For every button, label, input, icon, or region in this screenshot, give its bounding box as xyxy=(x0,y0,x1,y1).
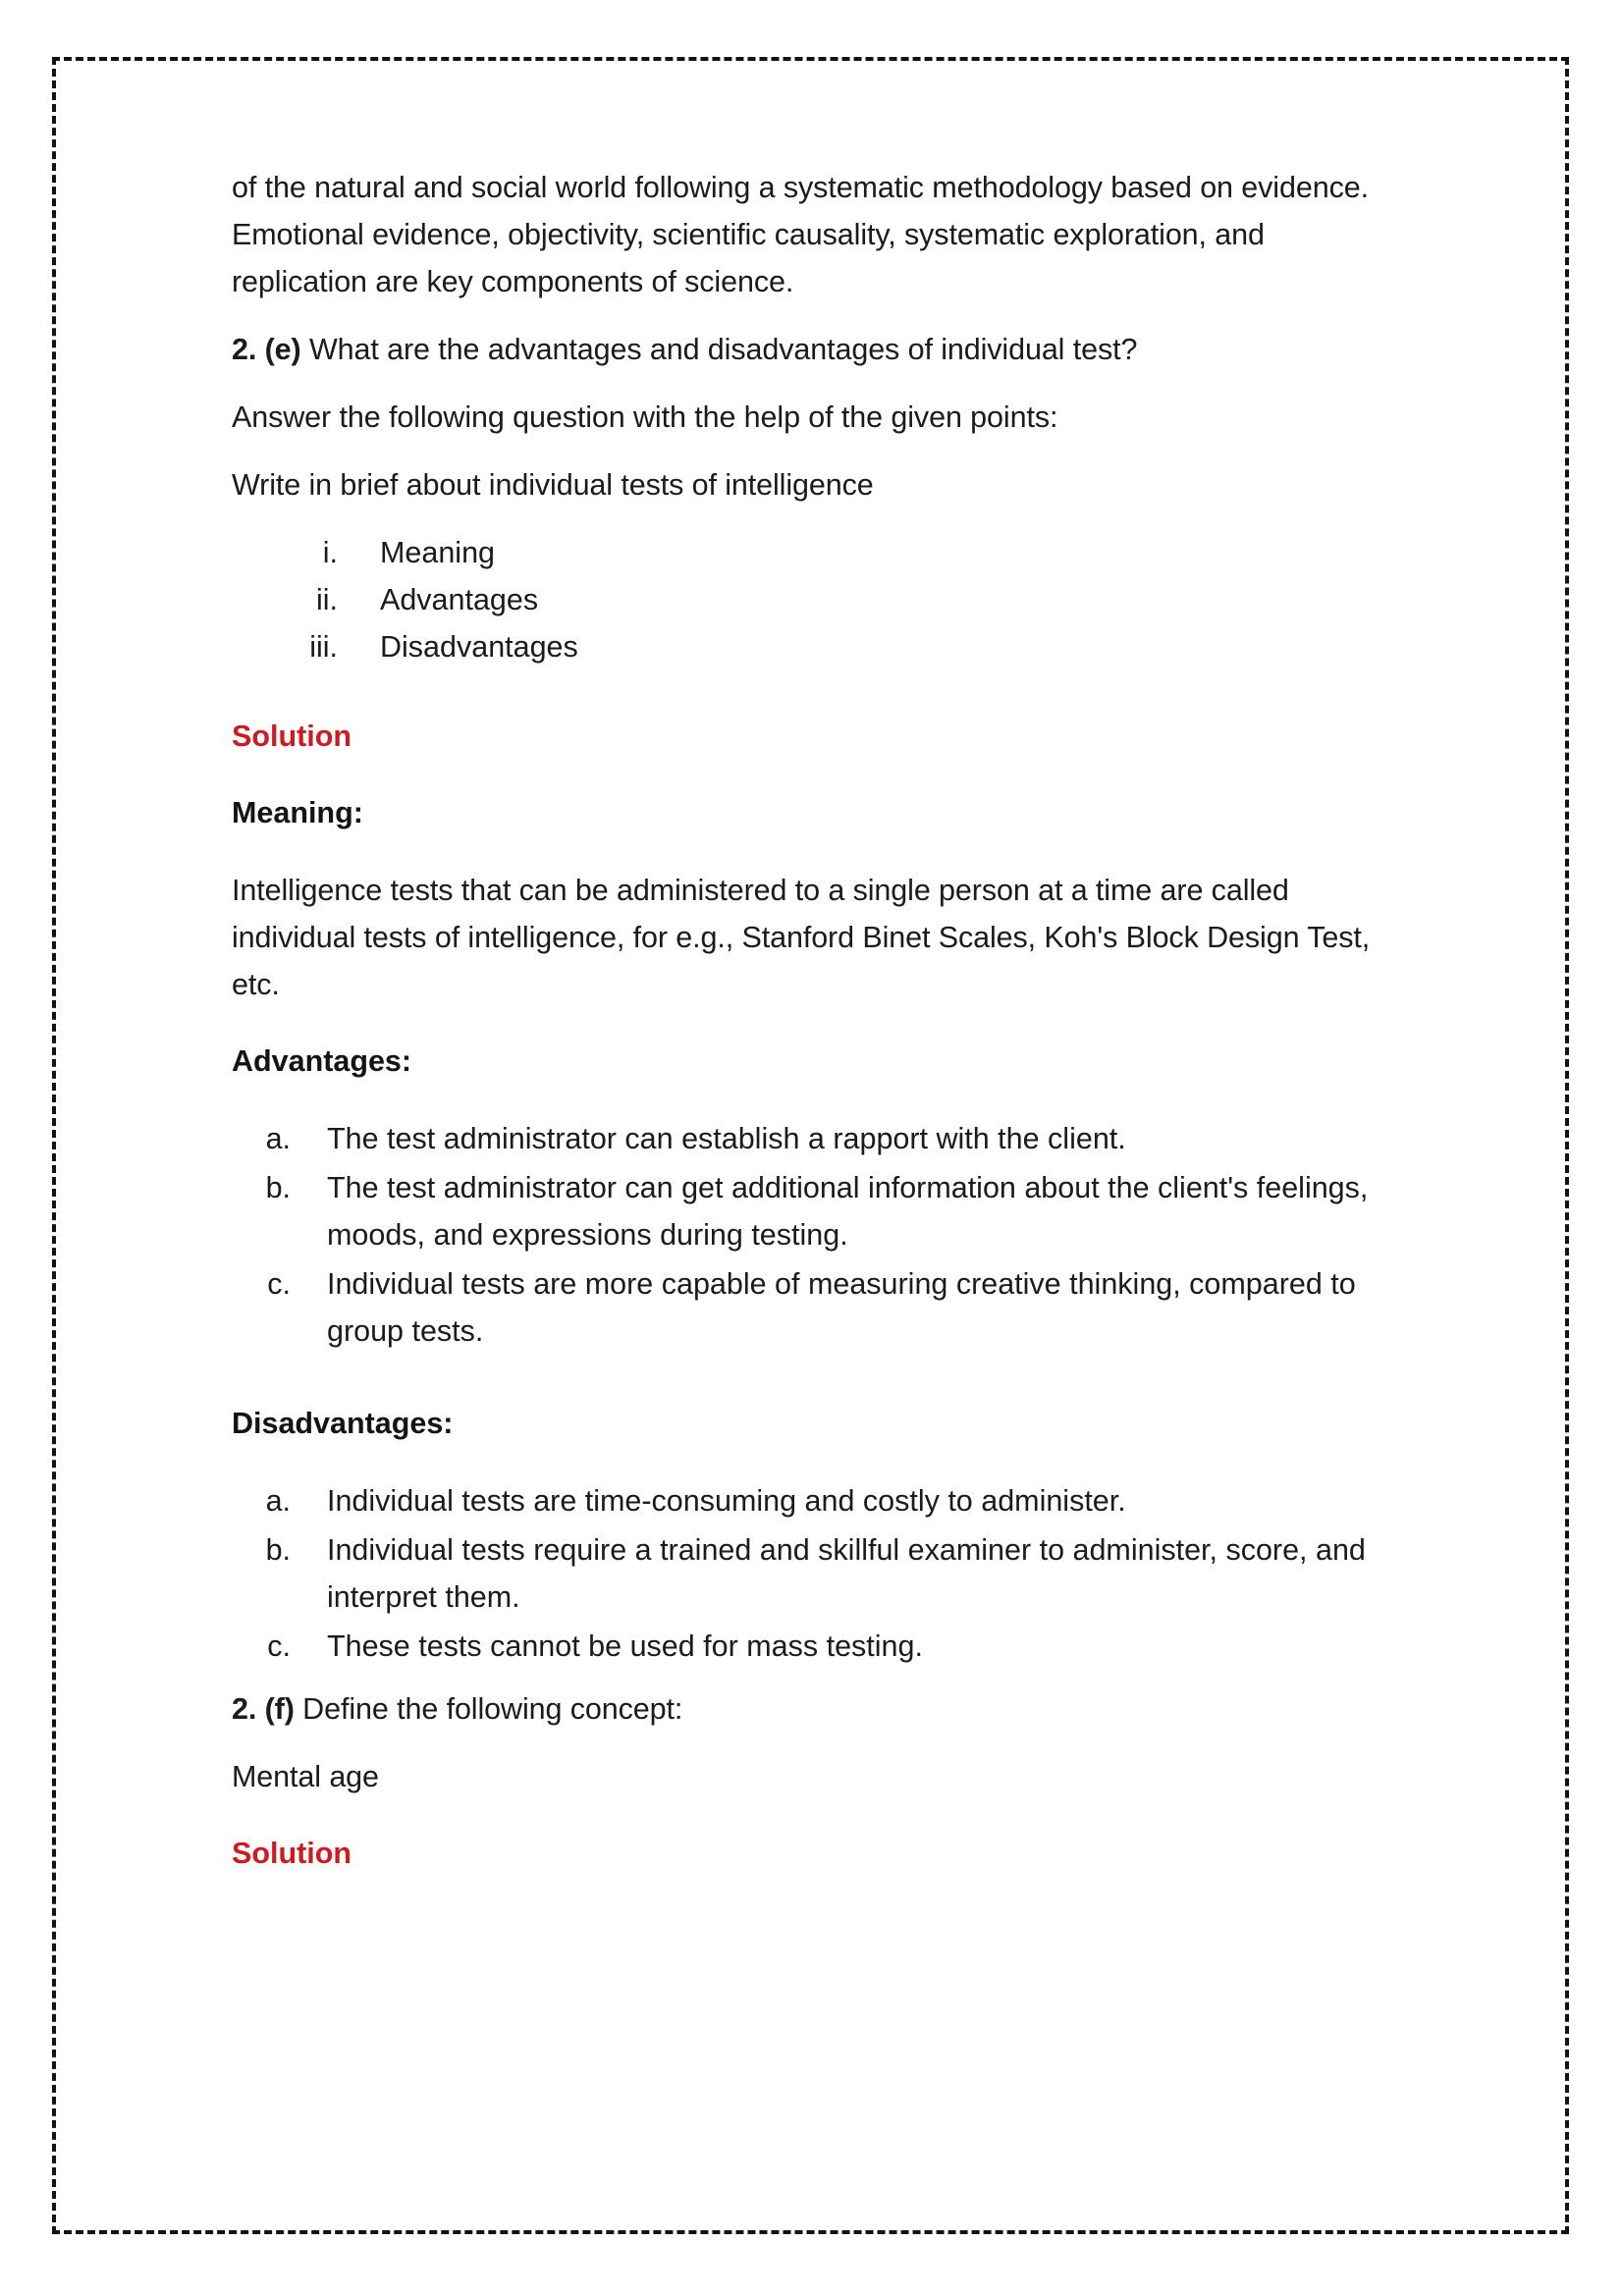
list-marker: c. xyxy=(267,1629,291,1663)
document-content xyxy=(232,164,1386,1907)
prompt-text: Write in brief about individual tests of intelligence xyxy=(232,468,874,502)
list-item xyxy=(232,1260,1386,1355)
spacer xyxy=(232,676,1386,682)
list-item xyxy=(232,1115,1386,1162)
list-item-text: These tests cannot be used for mass testing. xyxy=(327,1629,923,1663)
list-item-label: Meaning xyxy=(380,536,495,569)
concept-block xyxy=(232,1753,1386,1800)
disadvantages-heading-block xyxy=(232,1400,1386,1447)
list-marker: a. xyxy=(265,1121,291,1155)
advantages-heading-block xyxy=(232,1038,1386,1085)
question-2f-label: 2. (f) xyxy=(232,1691,295,1726)
points-list xyxy=(232,529,1386,670)
list-marker: ii. xyxy=(315,583,338,616)
list-item-text: The test administrator can get additional information about the client's feelings, moods, and expressions during testing. xyxy=(327,1170,1369,1252)
intro-paragraph-block xyxy=(232,164,1386,305)
list-marker: i. xyxy=(322,536,338,569)
solution-label-2-block xyxy=(232,1830,1386,1877)
intro-paragraph: of the natural and social world following a systematic methodology based on evidence. Emotional evidence, objectivity, scientific causality, systematic exploration, and replication are key components of science. xyxy=(232,171,1369,298)
concept-text: Mental age xyxy=(232,1759,379,1793)
list-item-text: The test administrator can establish a rapport with the client. xyxy=(327,1121,1126,1155)
list-item xyxy=(232,1477,1386,1524)
question-2f xyxy=(232,1685,1386,1733)
list-marker: b. xyxy=(265,1170,291,1204)
list-item-text: Individual tests require a trained and skillful examiner to administer, score, and interpret them. xyxy=(327,1532,1366,1614)
question-2f-text: Define the following concept: xyxy=(294,1691,683,1726)
list-marker: a. xyxy=(265,1483,291,1518)
meaning-body: Intelligence tests that can be administered to a single person at a time are called individual tests of intelligence, for e.g., Stanford Binet Scales, Koh's Block Design Test, etc. xyxy=(232,873,1371,1001)
solution-label: Solution xyxy=(232,719,352,753)
list-item xyxy=(232,623,1386,670)
list-marker: c. xyxy=(267,1266,291,1301)
list-item xyxy=(232,1164,1386,1258)
list-item-label: Disadvantages xyxy=(380,630,578,664)
meaning-body-block xyxy=(232,867,1386,1008)
list-item xyxy=(232,1623,1386,1670)
solution-label-1-block xyxy=(232,713,1386,760)
question-2e-label: 2. (e) xyxy=(232,333,301,366)
list-marker: iii. xyxy=(309,630,338,664)
advantages-heading: Advantages: xyxy=(232,1044,412,1078)
list-item-text: Individual tests are more capable of measuring creative thinking, compared to group tests. xyxy=(327,1266,1356,1348)
list-item xyxy=(232,1526,1386,1621)
question-2e-text: What are the advantages and disadvantages of individual test? xyxy=(300,333,1138,366)
list-item xyxy=(232,576,1386,623)
question-2f-block xyxy=(232,1685,1386,1733)
instruction-text: Answer the following question with the help of the given points: xyxy=(232,400,1058,434)
solution-label: Solution xyxy=(232,1837,352,1870)
list-marker: b. xyxy=(265,1532,291,1567)
advantages-list xyxy=(232,1115,1386,1355)
question-2e-block xyxy=(232,326,1386,373)
meaning-heading: Meaning: xyxy=(232,796,363,829)
instruction-block xyxy=(232,394,1386,441)
meaning-heading-block xyxy=(232,789,1386,836)
question-2e xyxy=(232,326,1386,373)
disadvantages-heading: Disadvantages: xyxy=(232,1407,454,1440)
list-item-text: Individual tests are time-consuming and costly to administer. xyxy=(327,1483,1126,1518)
dashed-page-border xyxy=(52,57,1569,2234)
list-item xyxy=(232,529,1386,576)
list-item-label: Advantages xyxy=(380,583,539,616)
spacer xyxy=(232,1672,1386,1685)
prompt-block xyxy=(232,461,1386,508)
spacer xyxy=(232,1357,1386,1370)
disadvantages-list xyxy=(232,1477,1386,1670)
